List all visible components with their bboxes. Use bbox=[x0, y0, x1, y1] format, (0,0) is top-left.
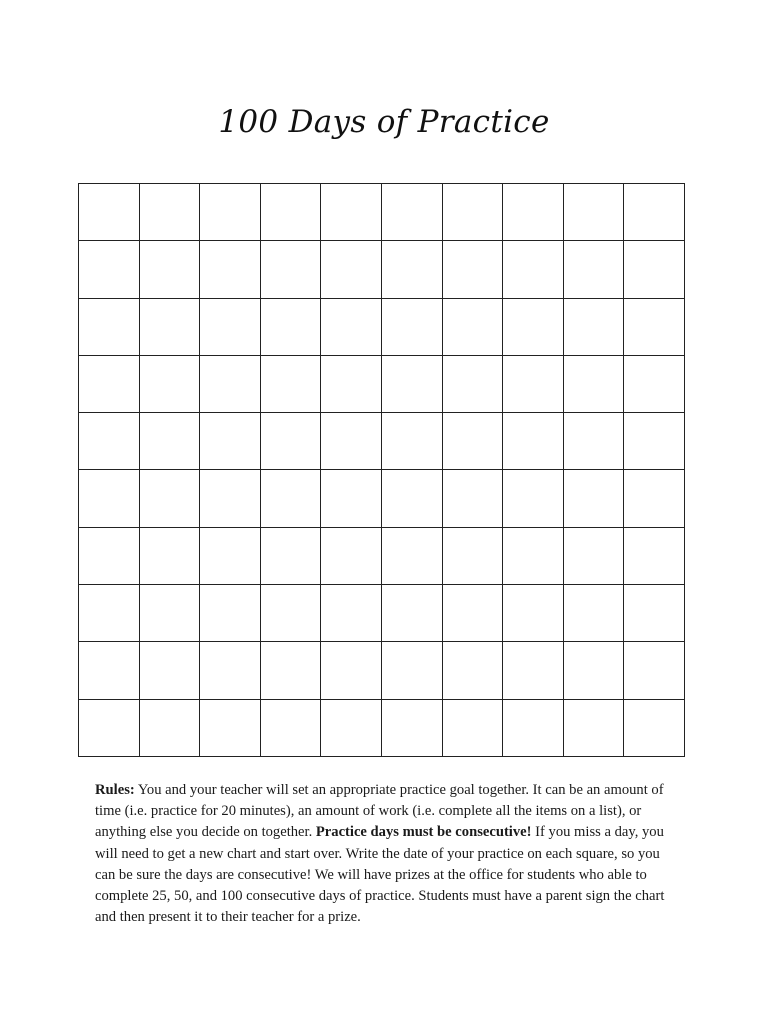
practice-day-square bbox=[382, 528, 443, 585]
practice-day-square bbox=[503, 528, 564, 585]
practice-day-square bbox=[79, 470, 140, 527]
practice-day-square bbox=[200, 642, 261, 699]
practice-day-square bbox=[79, 528, 140, 585]
practice-day-square bbox=[443, 470, 504, 527]
practice-day-square bbox=[564, 184, 625, 241]
practice-day-square bbox=[140, 528, 201, 585]
practice-day-square bbox=[140, 642, 201, 699]
practice-day-square bbox=[382, 470, 443, 527]
practice-day-square bbox=[624, 413, 685, 470]
practice-day-square bbox=[564, 470, 625, 527]
practice-day-square bbox=[564, 356, 625, 413]
practice-day-square bbox=[564, 642, 625, 699]
practice-day-square bbox=[261, 700, 322, 757]
practice-day-square bbox=[79, 241, 140, 298]
rules-emphasis: Practice days must be consecutive! bbox=[315, 824, 532, 841]
practice-day-square bbox=[443, 700, 504, 757]
practice-day-square bbox=[140, 585, 201, 642]
practice-day-square bbox=[382, 299, 443, 356]
practice-day-square bbox=[443, 356, 504, 413]
practice-day-square bbox=[564, 413, 625, 470]
practice-day-square bbox=[503, 642, 564, 699]
practice-day-square bbox=[261, 184, 322, 241]
practice-day-square bbox=[140, 356, 201, 413]
practice-day-square bbox=[200, 356, 261, 413]
practice-day-square bbox=[564, 585, 625, 642]
practice-day-square bbox=[443, 299, 504, 356]
practice-day-square bbox=[321, 299, 382, 356]
practice-day-square bbox=[321, 528, 382, 585]
practice-day-square bbox=[624, 356, 685, 413]
practice-day-square bbox=[624, 241, 685, 298]
practice-day-square bbox=[200, 585, 261, 642]
practice-day-square bbox=[79, 356, 140, 413]
practice-day-square bbox=[200, 528, 261, 585]
practice-day-square bbox=[261, 642, 322, 699]
practice-day-square bbox=[321, 413, 382, 470]
practice-day-square bbox=[79, 700, 140, 757]
practice-day-square bbox=[503, 184, 564, 241]
practice-day-square bbox=[503, 356, 564, 413]
practice-day-square bbox=[140, 299, 201, 356]
practice-day-square bbox=[321, 356, 382, 413]
practice-day-square bbox=[79, 413, 140, 470]
practice-day-square bbox=[382, 700, 443, 757]
practice-day-square bbox=[140, 413, 201, 470]
practice-day-square bbox=[503, 241, 564, 298]
practice-day-square bbox=[200, 700, 261, 757]
practice-day-square bbox=[564, 700, 625, 757]
rules-text-details: If you miss a day, you will need to get a new chart and start over. Write the date of your practice on each square, so you can be sure the days are consecutive! We will have prizes at the office for students who able to complete 25, 50, and 100 consecutive days of practice. Students must have a parent sign the chart and then present it to their teacher for a prize. bbox=[95, 824, 665, 926]
practice-day-square bbox=[200, 470, 261, 527]
practice-day-square bbox=[382, 585, 443, 642]
practice-day-square bbox=[564, 299, 625, 356]
practice-day-square bbox=[261, 470, 322, 527]
practice-day-square bbox=[443, 184, 504, 241]
practice-day-square bbox=[382, 642, 443, 699]
practice-day-square bbox=[321, 585, 382, 642]
practice-day-square bbox=[261, 241, 322, 298]
practice-day-square bbox=[624, 642, 685, 699]
practice-day-square bbox=[140, 470, 201, 527]
rules-paragraph bbox=[95, 780, 675, 928]
practice-day-square bbox=[503, 585, 564, 642]
practice-day-square bbox=[79, 299, 140, 356]
page-title: 100 Days of Practice bbox=[218, 104, 550, 140]
practice-day-square bbox=[261, 356, 322, 413]
practice-day-square bbox=[443, 241, 504, 298]
rules-label: Rules: bbox=[95, 782, 135, 798]
practice-day-square bbox=[624, 470, 685, 527]
practice-grid bbox=[78, 183, 685, 757]
practice-day-square bbox=[261, 413, 322, 470]
practice-day-square bbox=[382, 184, 443, 241]
practice-day-square bbox=[624, 700, 685, 757]
practice-day-square bbox=[140, 700, 201, 757]
practice-day-square bbox=[503, 413, 564, 470]
practice-day-square bbox=[624, 299, 685, 356]
practice-day-square bbox=[624, 585, 685, 642]
practice-day-square bbox=[261, 528, 322, 585]
practice-day-square bbox=[624, 528, 685, 585]
practice-day-square bbox=[79, 585, 140, 642]
practice-day-square bbox=[321, 241, 382, 298]
practice-day-square bbox=[382, 241, 443, 298]
practice-day-square bbox=[382, 413, 443, 470]
practice-day-square bbox=[503, 299, 564, 356]
practice-day-square bbox=[200, 241, 261, 298]
practice-day-square bbox=[321, 470, 382, 527]
practice-day-square bbox=[564, 241, 625, 298]
practice-day-square bbox=[443, 642, 504, 699]
practice-day-square bbox=[200, 299, 261, 356]
practice-day-square bbox=[261, 299, 322, 356]
practice-day-square bbox=[503, 700, 564, 757]
practice-day-square bbox=[443, 585, 504, 642]
practice-day-square bbox=[321, 642, 382, 699]
practice-day-square bbox=[140, 241, 201, 298]
practice-day-square bbox=[564, 528, 625, 585]
practice-day-square bbox=[79, 642, 140, 699]
practice-day-square bbox=[261, 585, 322, 642]
practice-day-square bbox=[200, 413, 261, 470]
rules-text-intro: You and your teacher will set an appropriate practice goal together. It can be an amount of time (i.e. practice for 20 minutes), an amount of work (i.e. complete all the items on a list), or anything else you decide on together. bbox=[95, 782, 664, 841]
practice-day-square bbox=[503, 470, 564, 527]
practice-day-square bbox=[382, 356, 443, 413]
practice-day-square bbox=[140, 184, 201, 241]
practice-day-square bbox=[321, 700, 382, 757]
practice-day-square bbox=[200, 184, 261, 241]
practice-day-square bbox=[79, 184, 140, 241]
practice-day-square bbox=[321, 184, 382, 241]
practice-day-square bbox=[624, 184, 685, 241]
practice-day-square bbox=[443, 528, 504, 585]
practice-day-square bbox=[443, 413, 504, 470]
